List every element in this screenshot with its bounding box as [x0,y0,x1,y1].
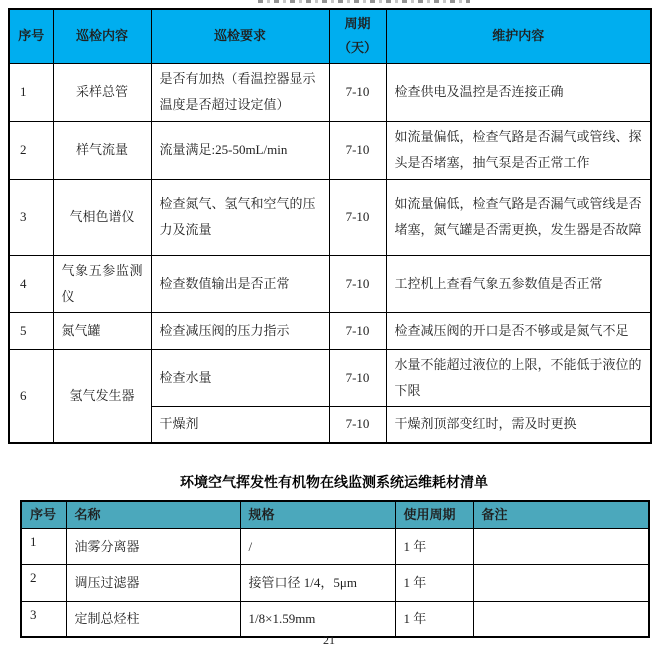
header-cell-note: 备注 [473,501,649,529]
table-row [9,121,651,179]
consumables-table-title: 环境空气挥发性有机物在线监测系统运维耗材清单 [180,474,488,490]
cell-requirement: 流量满足:25-50mL/min [151,121,329,179]
cell-item: 氢气发生器 [53,349,151,443]
header-cell-requirement: 巡检要求 [151,9,329,63]
cell-no: 2 [21,565,66,602]
cell-requirement: 干燥剂 [151,406,329,443]
cell-requirement: 检查数值输出是否正常 [151,255,329,312]
table-row [9,312,651,349]
cell-note [473,565,649,602]
cell-period: 7-10 [329,121,386,179]
header-cell-no: 序号 [9,9,53,63]
table-row [9,179,651,255]
table-row [9,255,651,312]
cell-requirement: 检查水量 [151,349,329,406]
cell-item: 气象五参监测仪 [53,255,151,312]
cell-maintenance: 水量不能超过液位的上限，不能低于液位的下限 [386,349,651,406]
cell-spec: 1/8×1.59mm [240,602,395,637]
header-cell-period [329,9,386,63]
header-period-line1: 周期 [344,16,371,32]
cell-no: 1 [21,529,66,565]
cell-maintenance: 检查减压阀的开口是否不够或是氮气不足 [386,312,651,349]
cell-requirement: 检查减压阀的压力指示 [151,312,329,349]
table-row [9,63,651,121]
cell-spec: 接管口径 1/4，5μm [240,565,395,602]
cell-maintenance: 如流量偏低，检查气路是否漏气或管线是否堵塞，氮气罐是否需更换，发生器是否故障 [386,179,651,255]
cell-spec: / [240,529,395,565]
cell-period: 7-10 [329,179,386,255]
header-cell-maintenance: 维护内容 [386,9,651,63]
cell-period: 7-10 [329,255,386,312]
cell-name: 油雾分离器 [66,529,240,565]
table-row [9,349,651,406]
cell-maintenance: 检查供电及温控是否连接正确 [386,63,651,121]
table-header-row [9,9,651,63]
cell-maintenance: 如流量偏低，检查气路是否漏气或管线、探头是否堵塞，抽气泵是否正常工作 [386,121,651,179]
page-number: 21 [323,633,335,647]
consumables-table [20,500,650,638]
header-cell-name: 名称 [66,501,240,529]
cell-item: 氮气罐 [53,312,151,349]
table-row [21,602,649,637]
header-cell-no: 序号 [21,501,66,529]
cell-maintenance: 干燥剂顶部变红时，需及时更换 [386,406,651,443]
header-cell-item: 巡检内容 [53,9,151,63]
cell-item: 采样总管 [53,63,151,121]
header-period-line2: （天） [337,40,377,56]
cell-maintenance: 工控机上查看气象五参数值是否正常 [386,255,651,312]
cell-note [473,529,649,565]
cell-period: 7-10 [329,406,386,443]
clipped-page-title-fragment [258,0,470,3]
table-header-row [21,501,649,529]
cell-no: 3 [21,602,66,637]
cell-no: 6 [9,349,53,443]
cell-requirement: 检查氮气、氢气和空气的压力及流量 [151,179,329,255]
cell-cycle: 1 年 [395,529,473,565]
cell-note [473,602,649,637]
inspection-maintenance-table [8,8,652,444]
cell-name: 调压过滤器 [66,565,240,602]
cell-cycle: 1 年 [395,565,473,602]
cell-item: 气相色谱仪 [53,179,151,255]
cell-no: 5 [9,312,53,349]
cell-period: 7-10 [329,312,386,349]
cell-name: 定制总烃柱 [66,602,240,637]
cell-no: 1 [9,63,53,121]
cell-no: 2 [9,121,53,179]
cell-no: 4 [9,255,53,312]
table-row [21,565,649,602]
cell-requirement: 是否有加热（看温控器显示温度是否超过设定值） [151,63,329,121]
header-cell-spec: 规格 [240,501,395,529]
header-cell-cycle: 使用周期 [395,501,473,529]
cell-period: 7-10 [329,349,386,406]
cell-item: 样气流量 [53,121,151,179]
table-row [21,529,649,565]
cell-no: 3 [9,179,53,255]
cell-period: 7-10 [329,63,386,121]
cell-cycle: 1 年 [395,602,473,637]
